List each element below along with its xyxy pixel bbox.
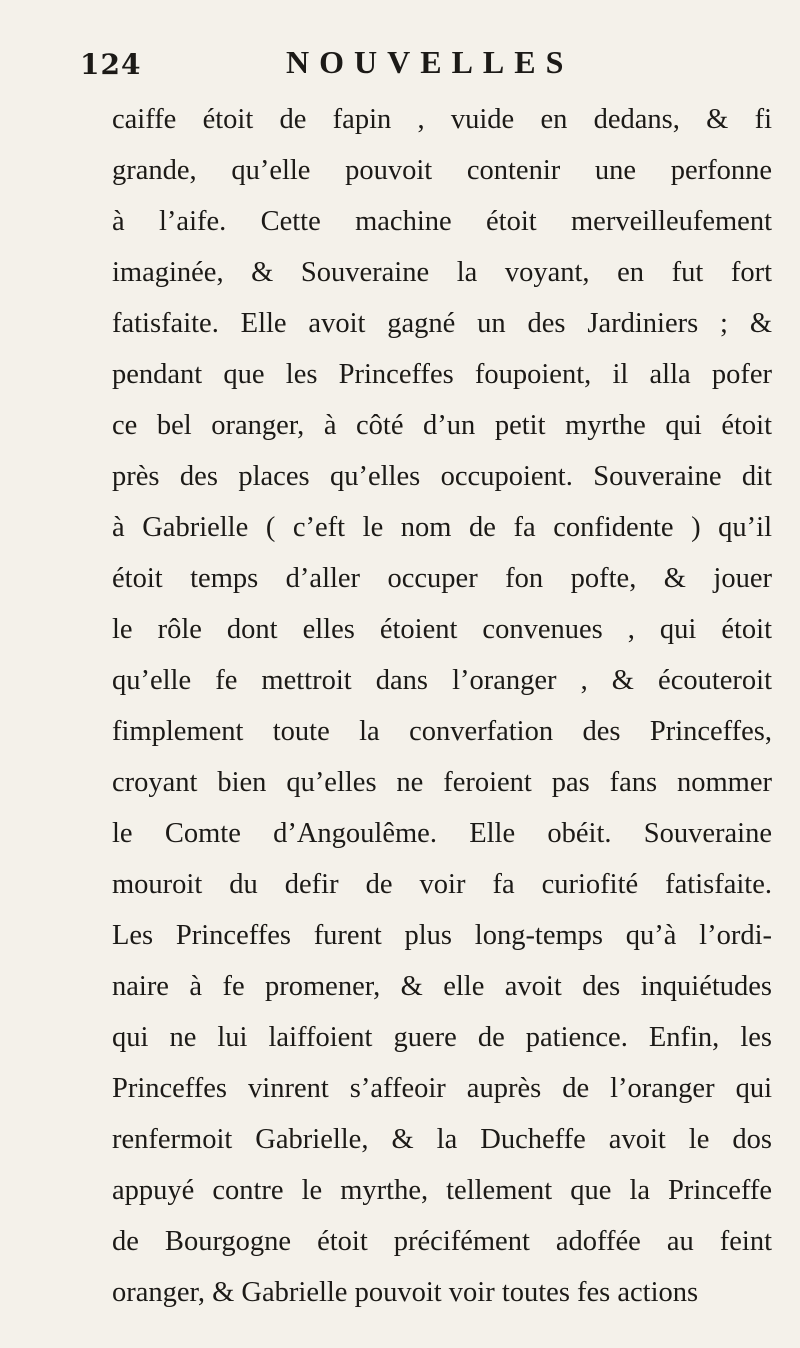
text-line: de Bourgogne étoit précifément adoffée au feint xyxy=(112,1226,772,1257)
text-line: qui ne lui laiffoient guere de patience. Enfin, les xyxy=(112,1022,772,1053)
text-line: appuyé contre le myrthe, tellement que la Princeffe xyxy=(112,1175,772,1206)
text-line: imaginée, & Souveraine la voyant, en fut fort xyxy=(112,257,772,288)
text-line: Princeffes vinrent s’affeoir auprès de l’oranger qui xyxy=(112,1073,772,1104)
text-line: pendant que les Princeffes foupoient, il alla pofer xyxy=(112,359,772,390)
text-line: naire à fe promener, & elle avoit des inquiétudes xyxy=(112,971,772,1002)
text-line: croyant bien qu’elles ne feroient pas fans nommer xyxy=(112,767,772,798)
running-title: NOUVELLES xyxy=(286,44,574,80)
text-line: mouroit du defir de voir fa curiofité fatisfaite. xyxy=(112,869,772,900)
text-line: le Comte d’Angoulême. Elle obéit. Souveraine xyxy=(112,818,772,849)
text-line: fatisfaite. Elle avoit gagné un des Jardiniers ; & xyxy=(112,308,772,339)
text-line: oranger, & Gabrielle pouvoit voir toutes fes actions xyxy=(112,1277,699,1308)
text-line: étoit temps d’aller occuper fon pofte, & jouer xyxy=(112,563,772,594)
text-line: près des places qu’elles occupoient. Souveraine dit xyxy=(112,461,772,492)
text-line: à l’aife. Cette machine étoit merveilleufement xyxy=(112,206,772,237)
text-line: à Gabrielle ( c’eft le nom de fa confidente ) qu’il xyxy=(112,512,772,543)
text-line: grande, qu’elle pouvoit contenir une perfonne xyxy=(112,155,772,186)
page-header xyxy=(80,40,720,90)
text-line: le rôle dont elles étoient convenues , qui étoit xyxy=(112,614,772,645)
text-line: Les Princeffes furent plus long-temps qu’à l’ordi- xyxy=(112,920,772,951)
text-line: ce bel oranger, à côté d’un petit myrthe qui étoit xyxy=(112,410,772,441)
text-line: fimplement toute la converfation des Princeffes, xyxy=(112,716,772,747)
text-line: renfermoit Gabrielle, & la Ducheffe avoit le dos xyxy=(112,1124,772,1155)
text-line: caiffe étoit de fapin , vuide en dedans, & fi xyxy=(112,104,772,135)
page-number: 124 xyxy=(80,48,142,81)
text-line: qu’elle fe mettroit dans l’oranger , & écouteroit xyxy=(112,665,772,696)
body-text xyxy=(112,94,772,1318)
